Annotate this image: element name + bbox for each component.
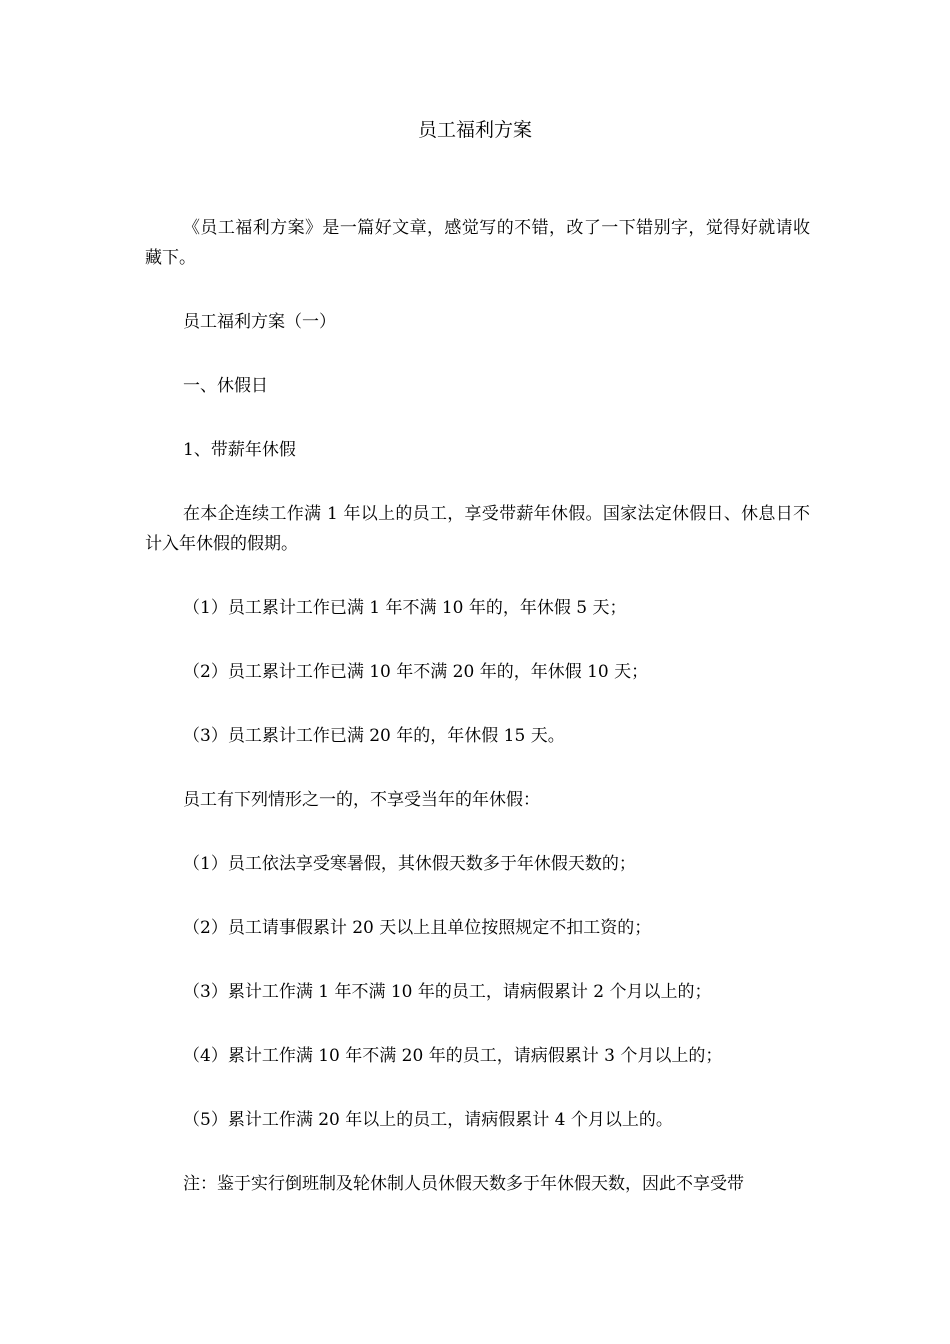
document-body [145,213,810,1233]
paragraph-intro: 《员工福利方案》是一篇好文章，感觉写的不错，改了一下错别字，觉得好就请收藏下。 [145,218,810,268]
document-title: 员工福利方案 [417,119,532,141]
paragraph-exclusion-5: （5）累计工作满 20 年以上的员工，请病假累计 4 个月以上的。 [183,1110,673,1130]
paragraph-exclusion-1: （1）员工依法享受寒暑假，其休假天数多于年休假天数的； [183,854,636,874]
paragraph-exclusion-2: （2）员工请事假累计 20 天以上且单位按照规定不扣工资的； [183,918,652,938]
paragraph-exclusion-4: （4）累计工作满 10 年不满 20 年的员工，请病假累计 3 个月以上的； [183,1046,723,1066]
paragraph-leave-item-1: （1）员工累计工作已满 1 年不满 10 年的，年休假 5 天； [183,598,627,618]
paragraph-leave-item-2: （2）员工累计工作已满 10 年不满 20 年的，年休假 10 天； [183,662,649,682]
paragraph-exclusion-3: （3）累计工作满 1 年不满 10 年的员工，请病假累计 2 个月以上的； [183,982,712,1002]
paragraph-note: 注：鉴于实行倒班制及轮休制人员休假天数多于年休假天数，因此不享受带 [183,1174,744,1194]
paragraph-section-heading: 员工福利方案（一） [183,312,336,332]
paragraph-leave-item-3: （3）员工累计工作已满 20 年的，年休假 15 天。 [183,726,565,746]
paragraph-heading-holidays: 一、休假日 [183,376,268,396]
paragraph-paid-leave-rule: 在本企连续工作满 1 年以上的员工，享受带薪年休假。国家法定休假日、休息日不计入年休假的假期。 [145,504,810,554]
paragraph-heading-paid-leave: 1、带薪年休假 [183,440,296,460]
paragraph-exclusions-intro: 员工有下列情形之一的，不享受当年的年休假： [183,790,540,810]
